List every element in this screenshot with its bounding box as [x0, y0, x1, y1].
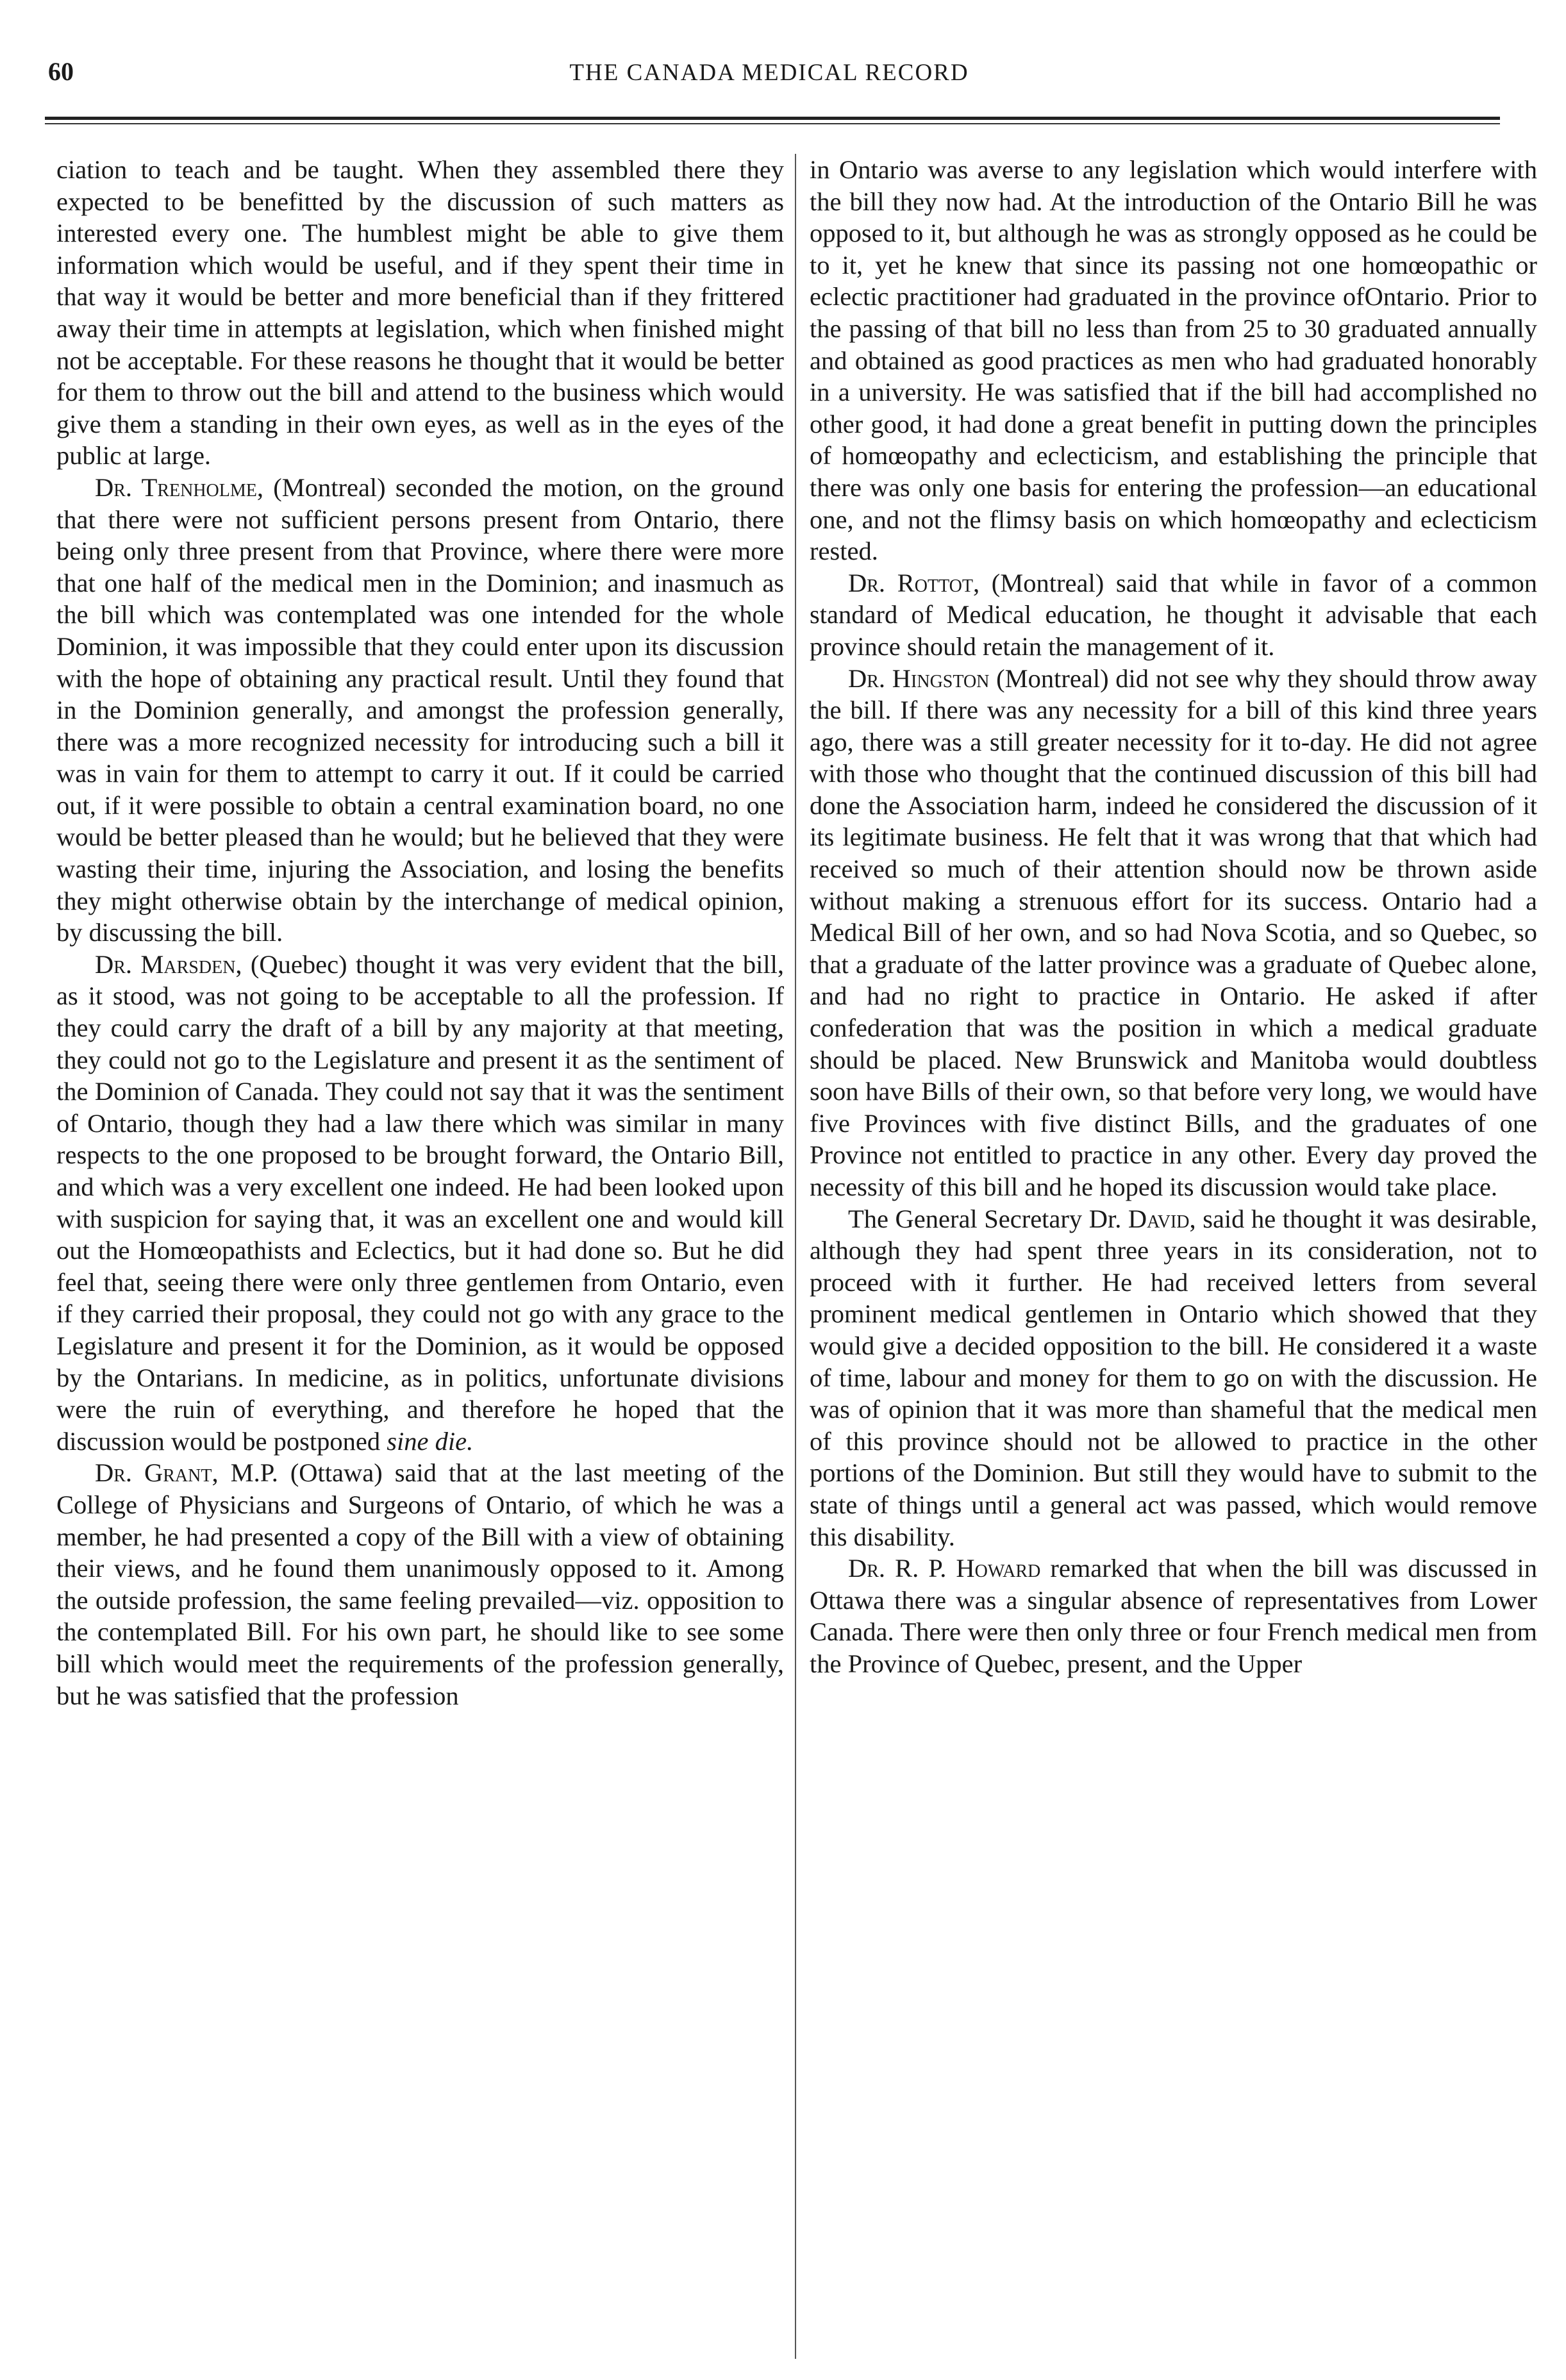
paragraph-rottot	[810, 567, 1537, 663]
paragraph-text: The General Secretary Dr.	[848, 1204, 1128, 1233]
paragraph-grant	[56, 1457, 784, 1711]
paragraph-david	[810, 1203, 1537, 1553]
paragraph-trenholme	[56, 472, 784, 949]
paragraph-continuation	[56, 154, 784, 472]
right-column	[810, 154, 1537, 2359]
paragraph-text: (Montreal) did not see why they should throw away the bill. If there was any necessity for a bill of this kind three years ago, there was a still greater necessity for it to-day. He did not agree with those who thought that the continued discussion of this bill had done the Association harm, indeed he considered the discussion of it its legitimate business. He felt that it was wrong that that which had received so much of their attention should now be thrown aside without making a strenuous effort for its success. Ontario had a Medical Bill of her own, and so had Nova Scotia, and so Quebec, so that a graduate of the latter province was a graduate of Quebec alone, and had no right to practice in Ontario. He asked if after confederation that was the position in which a medical graduate should be placed. New Brunswick and Manitoba would doubtless soon have Bills of their own, so that before very long, we would have five Provinces with five distinct Bills, and the graduates of one Province not entitled to practice in any other. Every day proved the necessity of this bill and he hoped its discussion would take place.	[810, 663, 1537, 1201]
header-rule-thin	[45, 123, 1500, 124]
paragraph-hingston	[810, 663, 1537, 1203]
speaker-name: Dr. Hingston	[848, 663, 990, 693]
speaker-name: Dr. Rottot,	[848, 568, 980, 597]
column-divider	[795, 154, 796, 2359]
paragraph-text: (Montreal) seconded the motion, on the ground that there were not sufficient persons present from Ontario, there being only three present from that Province, where there were more that one half of the medical men in the Dominion; and inasmuch as the bill which was contemplated was one intended for the whole Dominion, it was impossible that they could enter upon its discussion with the hope of obtaining any practical result. Until they found that in the Dominion generally, and amongst the profession generally, there was a more recognized necessity for introducing such a bill it was in vain for them to attempt to carry it out. If it could be carried out, if it were possible to obtain a central examination board, no one would be better pleased than he would; but he believed that they were wasting their time, injuring the Association, and losing the benefits they might otherwise obtain by the interchange of medical opinion, by discussing the bill.	[56, 472, 784, 947]
paragraph-text: ciation to teach and be taught. When they assembled there they expected to be benefitted by the discussion of such matters as interested every one. The humblest might be able to give them information which would be useful, and if they spent their time in that way it would be better and more beneficial than if they frittered away their time in attempts at legislation, which when finished might not be acceptable. For these reasons he thought that it would be better for them to throw out the bill and attend to the business which would give them a standing in their own eyes, as well as in the eyes of the public at large.	[56, 155, 784, 470]
latin-phrase: sine die.	[387, 1426, 474, 1456]
page-number: 60	[48, 57, 74, 86]
paragraph-text: M.P. (Ottawa) said that at the last meeting of the College of Physicians and Surgeons of Ontario, of which he was a member, he had presented a copy of the Bill with a view of obtaining their views, and he found them unanimously opposed to it. Among the outside profession, the same feeling prevailed—viz. opposition to the contemplated Bill. For his own part, he should like to see some bill which would meet the requirements of the profession generally, but he was satisfied that the profession	[56, 1458, 784, 1710]
paragraph-text: in Ontario was averse to any legislation which would interfere with the bill they now had. At the introduction of the Ontario Bill he was opposed to it, but although he was as strongly opposed as he could be to it, yet he knew that since its passing not one homœopathic or eclectic practitioner had graduated in the province ofOntario. Prior to the passing of that bill no less than from 25 to 30 graduated annually and obtained as good practices as men who had graduated honorably in a university. He was satisfied that if the bill had accomplished no other good, it had done a great benefit in putting down the principles of homœopathy and eclecticism, and establishing the principle that there was only one basis for entering the profession—an educational one, and not the flimsy basis on which homœopathy and eclecticism rested.	[810, 155, 1537, 566]
paragraph-text: remarked that when the bill was discussed in Ottawa there was a singular absence of representatives from Lower Canada. There were then only three or four French medical men from the Province of Quebec, present, and the Upper	[810, 1554, 1537, 1678]
paragraph-marsden	[56, 949, 784, 1458]
header-rule-thick	[45, 117, 1500, 120]
left-column	[56, 154, 784, 2359]
speaker-name: Dr. Trenholme,	[95, 472, 263, 502]
journal-title: THE CANADA MEDICAL RECORD	[569, 60, 969, 86]
speaker-name: David,	[1128, 1204, 1196, 1233]
paragraph-text: (Quebec) thought it was very evident that the bill, as it stood, was not going to be acceptable to all the profession. If they could carry the draft of a bill by any majority at that meeting, they could not go to the Legislature and present it as the sentiment of the Dominion of Canada. They could not say that it was the sentiment of Ontario, though they had a law there which was similar in many respects to the one proposed to be brought forward, the Ontario Bill, and which was a very excellent one indeed. He had been looked upon with suspicion for saying that, it was an excellent one and would kill out the Homœopathists and Eclectics, but it had done so. But he did feel that, seeing there were only three gentlemen from Ontario, even if they carried their proposal, they could not go with any grace to the Legislature and present it for the Dominion, as it would be opposed by the Ontarians. In medicine, as in politics, unfortunate divisions were the ruin of everything, and therefore he hoped that the discussion would be postponed	[56, 949, 784, 1456]
paragraph-howard	[810, 1552, 1537, 1679]
paragraph-text: said he thought it was desirable, although they had spent three years in its consideration, not to proceed with it further. He had received letters from several prominent medical gentlemen in Ontario which showed that they would give a decided opposition to the bill. He considered it a waste of time, labour and money for them to go on with the discussion. He was of opinion that it was more than shameful that the medical men of this province should not be allowed to practice in the other portions of the Dominion. But still they would have to submit to the state of things until a general act was passed, which would remove this disability.	[810, 1204, 1537, 1551]
speaker-name: Dr. Marsden,	[95, 949, 242, 979]
speaker-name: Dr. Grant,	[95, 1458, 219, 1488]
speaker-name: Dr. R. P. Howard	[848, 1554, 1041, 1583]
page-header	[35, 56, 1503, 95]
paragraph-text: (Montreal) said that while in favor of a common standard of Medical education, he thought it advisable that each province should retain the management of it.	[810, 568, 1537, 661]
paragraph-continuation	[810, 154, 1537, 567]
